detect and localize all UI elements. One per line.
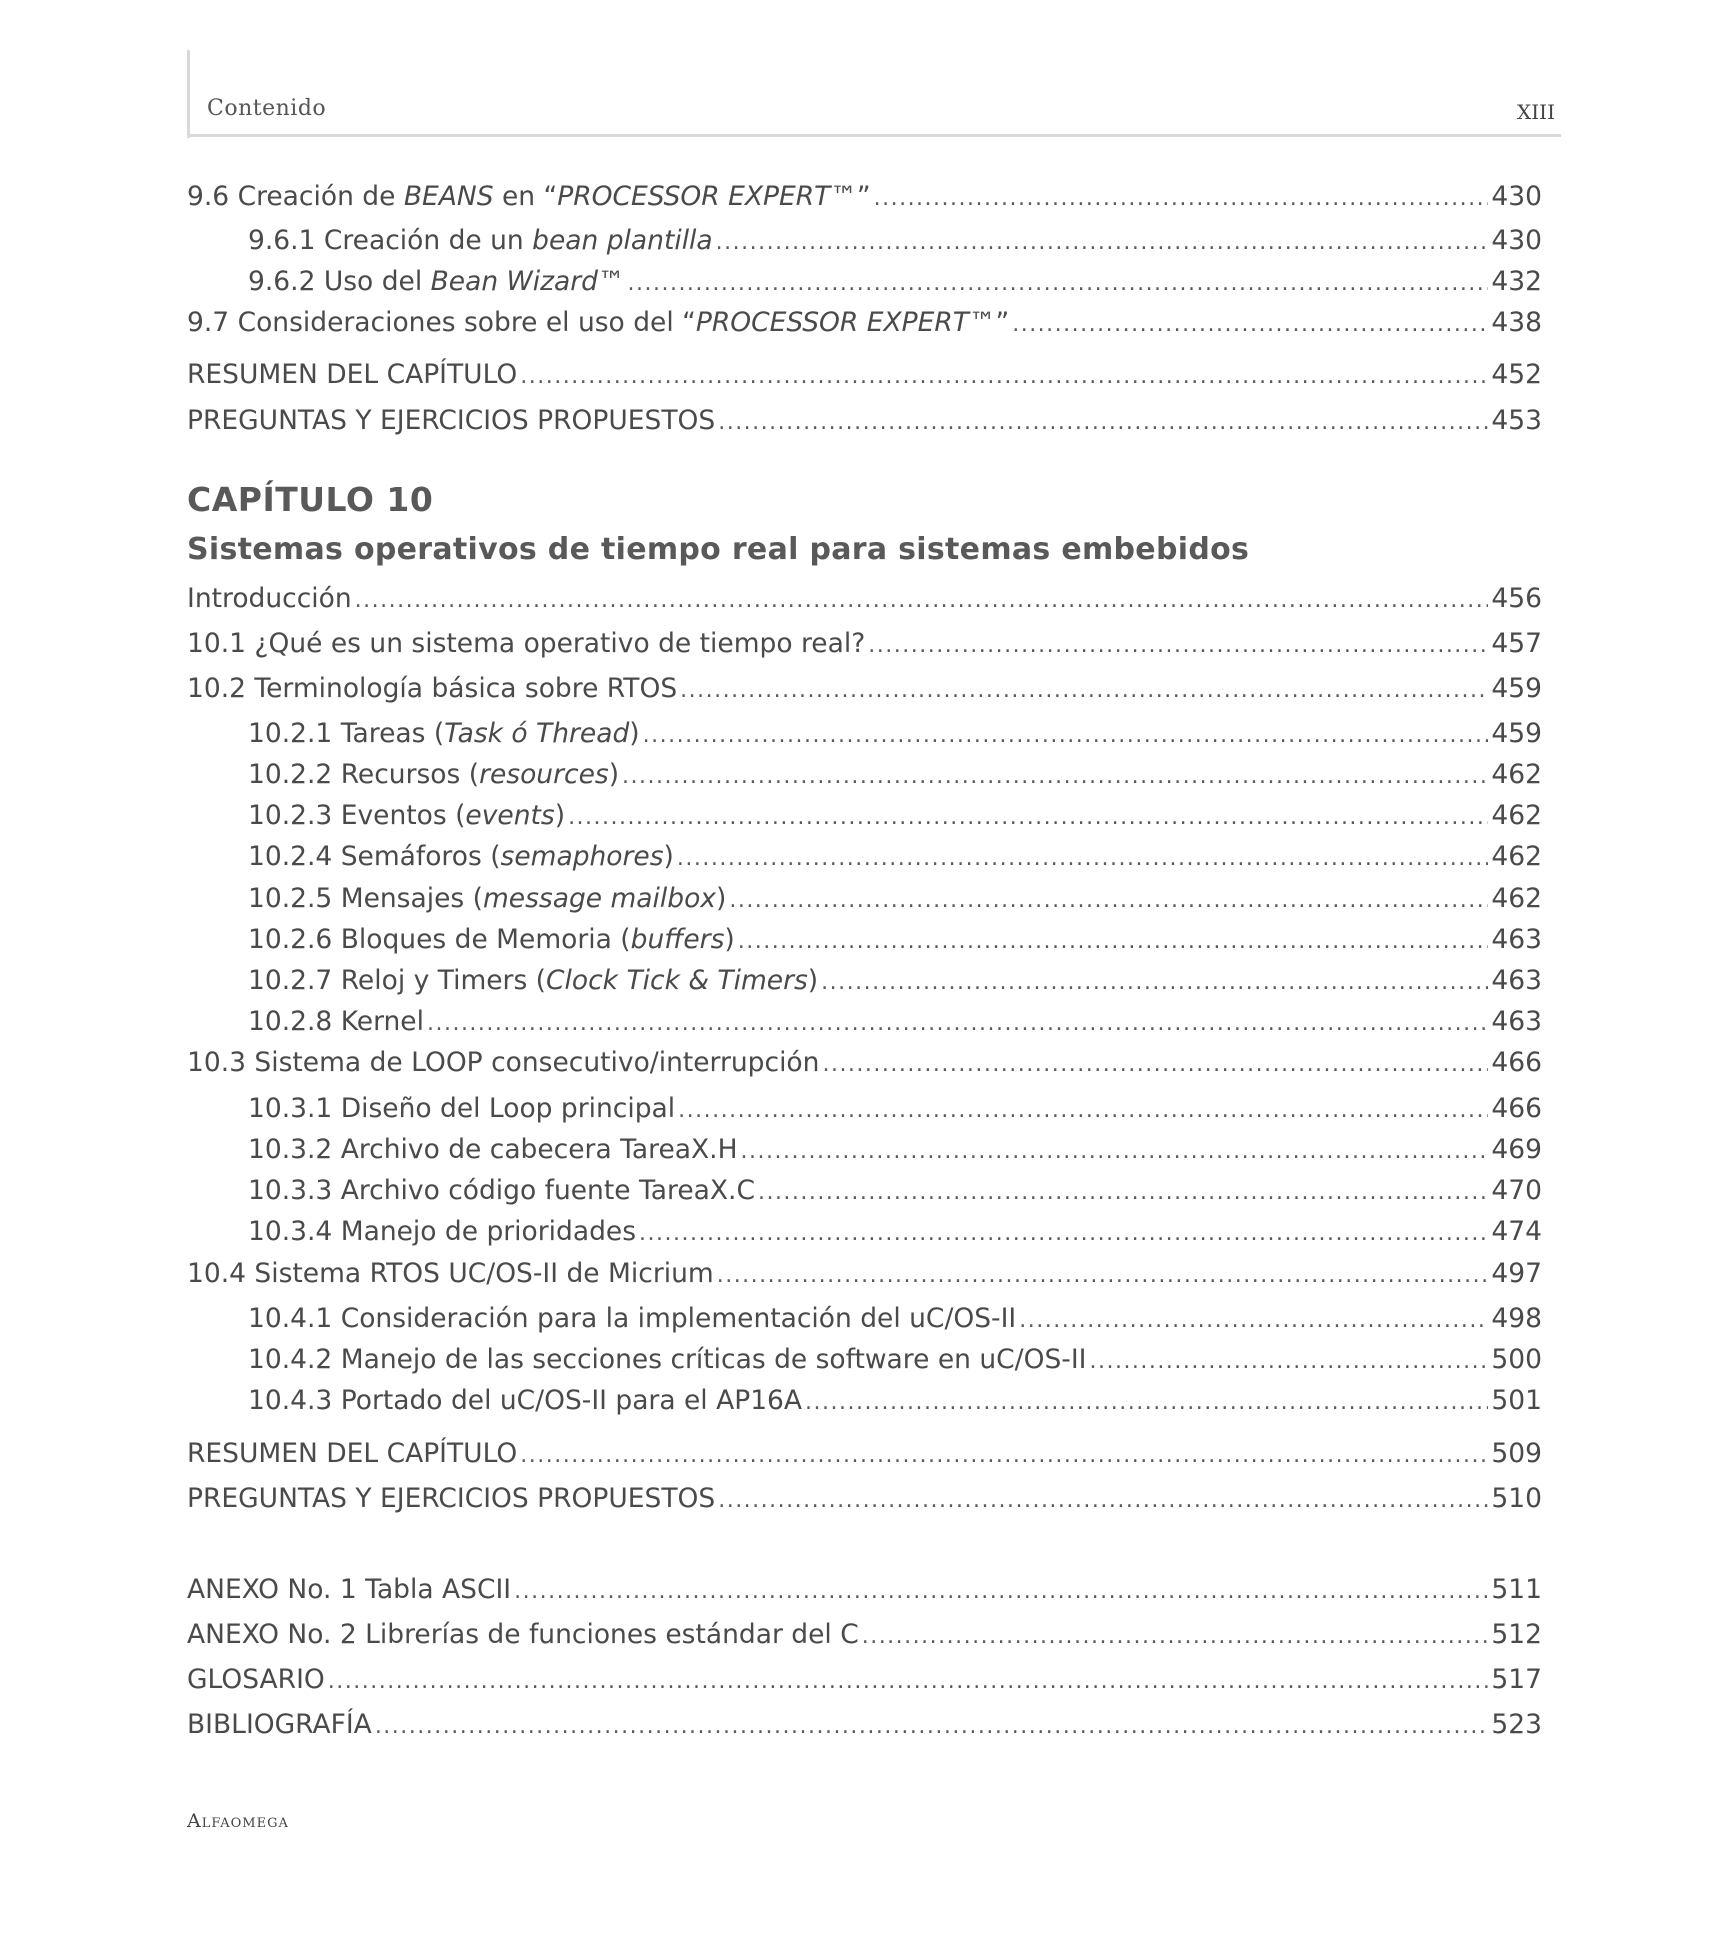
dot-leader [622, 760, 1488, 794]
toc-page-number: 474 [1491, 1216, 1542, 1247]
toc-page-number: 470 [1491, 1175, 1542, 1206]
toc-entry: PREGUNTAS Y EJERCICIOS PROPUESTOS ..... 453 [187, 404, 1542, 440]
dot-leader [520, 1439, 1488, 1473]
toc-page-number: 463 [1491, 924, 1542, 955]
dot-leader [821, 966, 1488, 1000]
running-title: Contenido [207, 96, 327, 121]
dot-leader [677, 842, 1489, 876]
toc-entry: ANEXO No. 1 Tabla ASCII ..... 511 [187, 1573, 1542, 1609]
toc-entry: 10.2.6 Bloques de Memoria (buffers) ..... 463 [248, 923, 1542, 959]
toc-entry: 10.4.2 Manejo de las secciones críticas de software en uC/OS-II ..... 500 [248, 1343, 1542, 1379]
toc-page-number: 453 [1491, 405, 1542, 436]
toc-page-number: 462 [1491, 883, 1542, 914]
toc-page-number: 523 [1491, 1709, 1542, 1740]
dot-leader [328, 1665, 1489, 1699]
toc-entry: 9.6 Creación de BEANS en “PROCESSOR EXPERT™” ..... 430 [187, 180, 1542, 216]
dot-leader [1089, 1345, 1488, 1379]
chapter-title: Sistemas operativos de tiempo real para sistemas embebidos [187, 532, 1250, 567]
toc-entry: GLOSARIO ..... 517 [187, 1663, 1542, 1699]
toc-entry: 10.4.3 Portado del uC/OS-II para el AP16A ..... 501 [248, 1384, 1542, 1420]
toc-page-number: 517 [1491, 1664, 1542, 1695]
dot-leader [639, 1217, 1488, 1251]
toc-entry: 10.2.5 Mensajes (message mailbox) ..... 462 [248, 882, 1542, 918]
dot-leader [680, 674, 1488, 708]
toc-entry: 9.7 Consideraciones sobre el uso del “PROCESSOR EXPERT™” ..... 438 [187, 306, 1542, 342]
dot-leader [627, 267, 1488, 301]
toc-page-number: 512 [1491, 1619, 1542, 1650]
dot-leader [822, 1048, 1488, 1082]
toc-page-number: 469 [1491, 1134, 1542, 1165]
dot-leader [427, 1007, 1488, 1041]
toc-entry: 10.2 Terminología básica sobre RTOS ..... 459 [187, 672, 1542, 708]
toc-entry: Introducción ..... 456 [187, 582, 1542, 618]
toc-entry: PREGUNTAS Y EJERCICIOS PROPUESTOS ..... 510 [187, 1482, 1542, 1518]
toc-entry: RESUMEN DEL CAPÍTULO ..... 452 [187, 358, 1542, 394]
toc-page-number: 466 [1491, 1047, 1542, 1078]
dot-leader [717, 1259, 1489, 1293]
toc-entry: 10.3.3 Archivo código fuente TareaX.C ..... 470 [248, 1174, 1542, 1210]
dot-leader [874, 182, 1489, 216]
toc-page-number: 497 [1491, 1258, 1542, 1289]
toc-page-number: 430 [1491, 181, 1542, 212]
dot-leader [375, 1710, 1489, 1744]
toc-page-number: 509 [1491, 1438, 1542, 1469]
toc-page-number: 452 [1491, 359, 1542, 390]
toc-page-number: 510 [1491, 1483, 1542, 1514]
dot-leader [1012, 308, 1488, 342]
dot-leader [758, 1176, 1488, 1210]
toc-entry: 9.6.1 Creación de un bean plantilla ..... 430 [248, 224, 1542, 260]
toc-page-number: 498 [1491, 1303, 1542, 1334]
dot-leader [862, 1620, 1489, 1654]
toc-entry: 10.1 ¿Qué es un sistema operativo de tiempo real? ..... 457 [187, 627, 1542, 663]
toc-page-number: 430 [1491, 225, 1542, 256]
toc-page-number: 511 [1491, 1574, 1542, 1605]
toc-entry: 10.3.4 Manejo de prioridades ..... 474 [248, 1215, 1542, 1251]
dot-leader [355, 584, 1489, 618]
dot-leader [718, 406, 1488, 440]
dot-leader [718, 1484, 1488, 1518]
toc-page-number: 462 [1491, 841, 1542, 872]
header-vertical-rule [187, 50, 190, 138]
header-horizontal-rule [187, 134, 1561, 137]
toc-page-number: 466 [1491, 1093, 1542, 1124]
toc-entry: 10.2.4 Semáforos (semaphores) ..... 462 [248, 840, 1542, 876]
toc-entry: 10.2.3 Eventos (events) ..... 462 [248, 799, 1542, 835]
dot-leader [1019, 1304, 1488, 1338]
dot-leader [643, 719, 1489, 753]
dot-leader [514, 1575, 1488, 1609]
dot-leader [805, 1386, 1488, 1420]
publisher-footer: Alfaomega [187, 1810, 289, 1832]
chapter-label: CAPÍTULO 10 [187, 480, 434, 519]
toc-entry: 10.4.1 Consideración para la implementación del uC/OS-II ..... 498 [248, 1302, 1542, 1338]
toc-entry: 10.2.1 Tareas (Task ó Thread) ..... 459 [248, 717, 1542, 753]
toc-entry: RESUMEN DEL CAPÍTULO ..... 509 [187, 1437, 1542, 1473]
dot-leader [729, 884, 1488, 918]
dot-leader [738, 925, 1489, 959]
toc-page-number: 459 [1491, 718, 1542, 749]
toc-entry: 9.6.2 Uso del Bean Wizard™ ..... 432 [248, 265, 1542, 301]
toc-entry: 10.2.2 Recursos (resources) ..... 462 [248, 758, 1542, 794]
toc-entry: 10.4 Sistema RTOS UC/OS-II de Micrium ..... 497 [187, 1257, 1542, 1293]
toc-entry: 10.2.7 Reloj y Timers (Clock Tick & Timers) ..... 463 [248, 964, 1542, 1000]
dot-leader [520, 360, 1488, 394]
toc-page-number: 500 [1491, 1344, 1542, 1375]
toc-page-number: 459 [1491, 673, 1542, 704]
toc-entry: ANEXO No. 2 Librerías de funciones estándar del C ..... 512 [187, 1618, 1542, 1654]
dot-leader [868, 629, 1488, 663]
toc-entry: 10.3 Sistema de LOOP consecutivo/interrupción ..... 466 [187, 1046, 1542, 1082]
toc-entry: 10.3.1 Diseño del Loop principal ..... 466 [248, 1092, 1542, 1128]
toc-page-number: 457 [1491, 628, 1542, 659]
dot-leader [741, 1135, 1489, 1169]
toc-page-number: 438 [1491, 307, 1542, 338]
dot-leader [678, 1094, 1488, 1128]
toc-page-number: 432 [1491, 266, 1542, 297]
toc-page-number: 463 [1491, 965, 1542, 996]
page-number: XIII [1517, 100, 1555, 124]
toc-page-number: 462 [1491, 759, 1542, 790]
toc-page-number: 463 [1491, 1006, 1542, 1037]
toc-entry: 10.3.2 Archivo de cabecera TareaX.H ..... 469 [248, 1133, 1542, 1169]
dot-leader [568, 801, 1488, 835]
toc-page-number: 456 [1491, 583, 1542, 614]
toc-entry: 10.2.8 Kernel ..... 463 [248, 1005, 1542, 1041]
toc-page-number: 462 [1491, 800, 1542, 831]
toc-page-number: 501 [1491, 1385, 1542, 1416]
dot-leader [716, 226, 1489, 260]
toc-entry: BIBLIOGRAFÍA ..... 523 [187, 1708, 1542, 1744]
